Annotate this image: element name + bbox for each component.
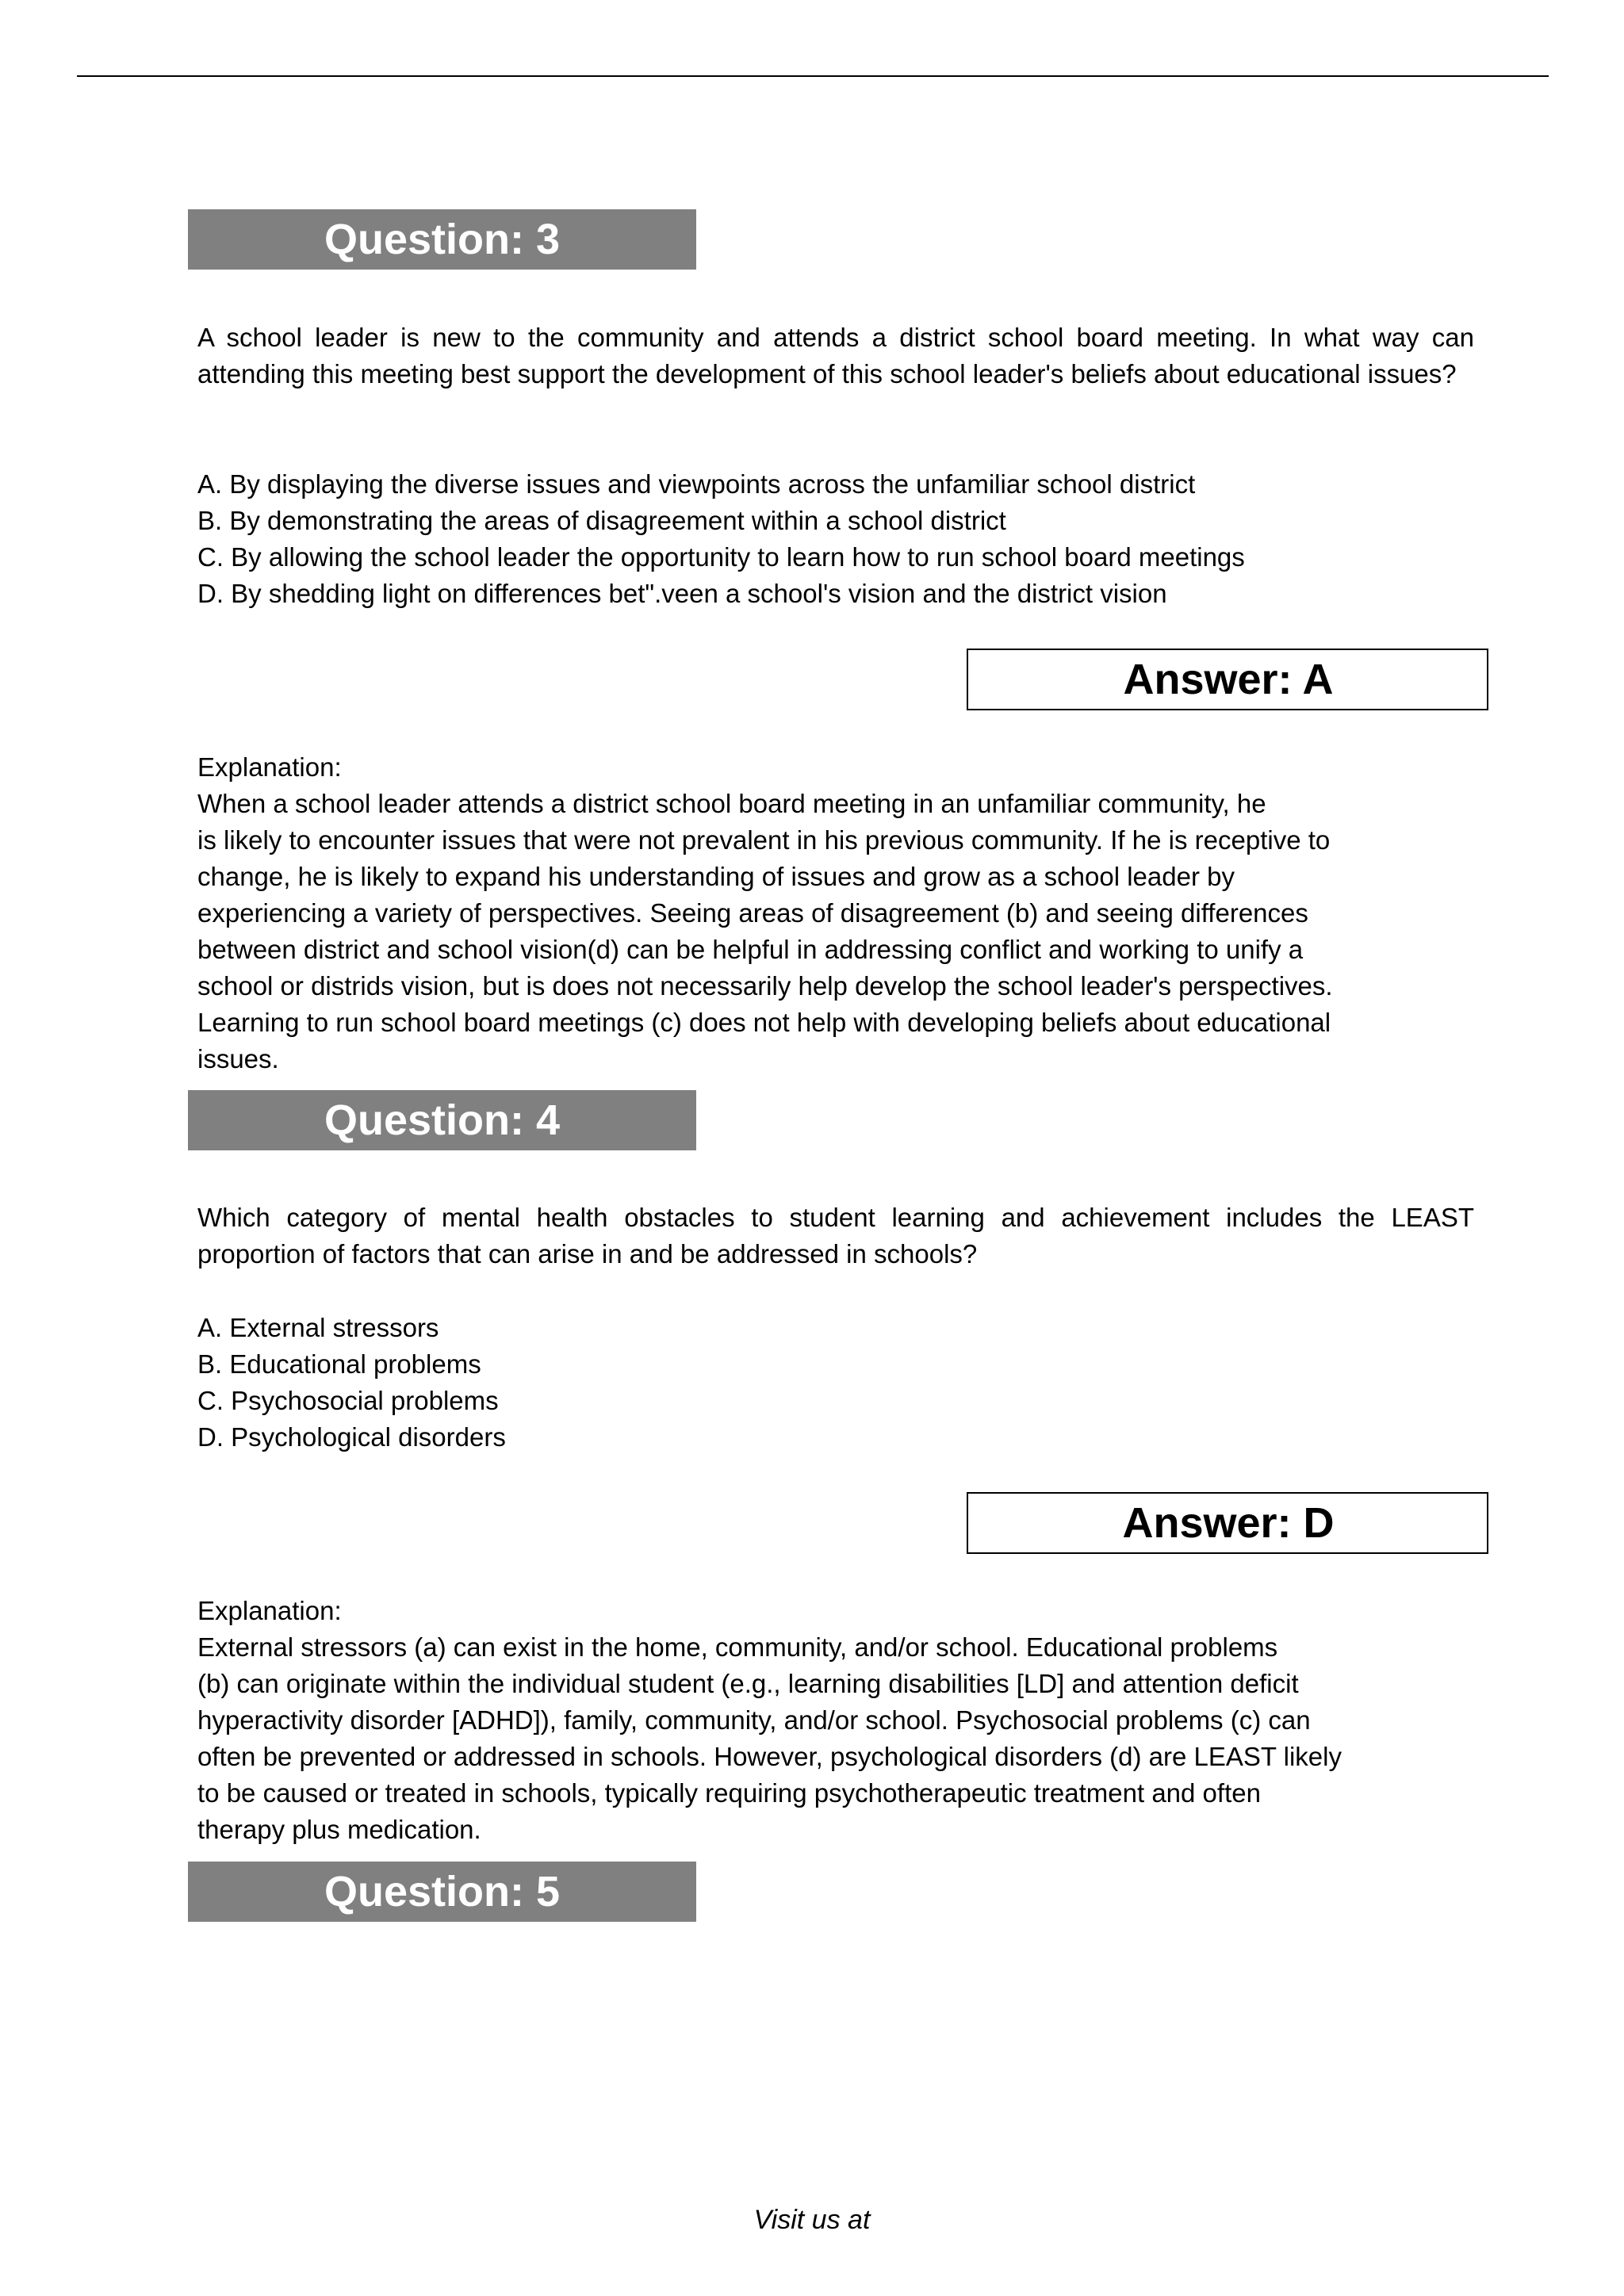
question-3-option-c: C. By allowing the school leader the opportunity to learn how to run school board meetings	[197, 542, 1245, 572]
explanation-line: (b) can originate within the individual student (e.g., learning disabilities [LD] and attention deficit	[197, 1669, 1299, 1698]
explanation-line: External stressors (a) can exist in the home, community, and/or school. Educational problems	[197, 1632, 1278, 1662]
question-4-options	[197, 1310, 1474, 1456]
question-4-stem: Which category of mental health obstacles to student learning and achievement includes the LEAST proportion of factors that can arise in and be addressed in schools?	[197, 1203, 1474, 1269]
explanation-line: experiencing a variety of perspectives. Seeing areas of disagreement (b) and seeing differences	[197, 898, 1308, 928]
explanation-line: to be caused or treated in schools, typically requiring psychotherapeutic treatment and often	[197, 1778, 1261, 1808]
explanation-line: often be prevented or addressed in schools. However, psychological disorders (d) are LEAST likely	[197, 1742, 1342, 1771]
question-5-header: Question: 5	[188, 1862, 696, 1922]
question-4-header: Question: 4	[188, 1090, 696, 1150]
question-4-option-a: A. External stressors	[197, 1313, 439, 1342]
explanation-line: Learning to run school board meetings (c) does not help with developing beliefs about educational	[197, 1008, 1331, 1037]
question-3-answer: Answer: A	[967, 649, 1488, 710]
question-3-options	[197, 466, 1474, 612]
explanation-line: change, he is likely to expand his understanding of issues and grow as a school leader by	[197, 862, 1235, 891]
question-3-option-a: A. By displaying the diverse issues and viewpoints across the unfamiliar school district	[197, 469, 1196, 499]
question-3-option-d: D. By shedding light on differences bet".veen a school's vision and the district vision	[197, 579, 1167, 608]
explanation-line: issues.	[197, 1044, 279, 1073]
question-4-answer: Answer: D	[967, 1492, 1488, 1554]
question-4-option-b: B. Educational problems	[197, 1349, 481, 1379]
footer-visit-text: Visit us at	[753, 2205, 871, 2235]
top-divider	[77, 75, 1549, 77]
question-3-explanation	[197, 749, 1474, 1077]
question-4-option-d: D. Psychological disorders	[197, 1422, 506, 1452]
question-4-option-c: C. Psychosocial problems	[197, 1386, 499, 1415]
explanation-line: hyperactivity disorder [ADHD]), family, community, and/or school. Psychosocial problems (c) can	[197, 1705, 1311, 1735]
explanation-line: is likely to encounter issues that were not prevalent in his previous community. If he is receptive to	[197, 825, 1331, 855]
question-3-option-b: B. By demonstrating the areas of disagreement within a school district	[197, 506, 1006, 535]
explanation-line: between district and school vision(d) can be helpful in addressing conflict and working to unify a	[197, 935, 1304, 964]
explanation-label: Explanation:	[197, 752, 342, 782]
explanation-label: Explanation:	[197, 1596, 342, 1625]
explanation-line: school or distrids vision, but is does not necessarily help develop the school leader's perspectives.	[197, 971, 1333, 1001]
question-4-explanation	[197, 1593, 1474, 1848]
explanation-line: therapy plus medication.	[197, 1815, 481, 1844]
explanation-line: When a school leader attends a district school board meeting in an unfamiliar community, he	[197, 789, 1266, 818]
question-3-stem: A school leader is new to the community and attends a district school board meeting. In what way can attending this meeting best support the development of this school leader's beliefs about educational issues?	[197, 323, 1474, 388]
question-3-header: Question: 3	[188, 209, 696, 270]
